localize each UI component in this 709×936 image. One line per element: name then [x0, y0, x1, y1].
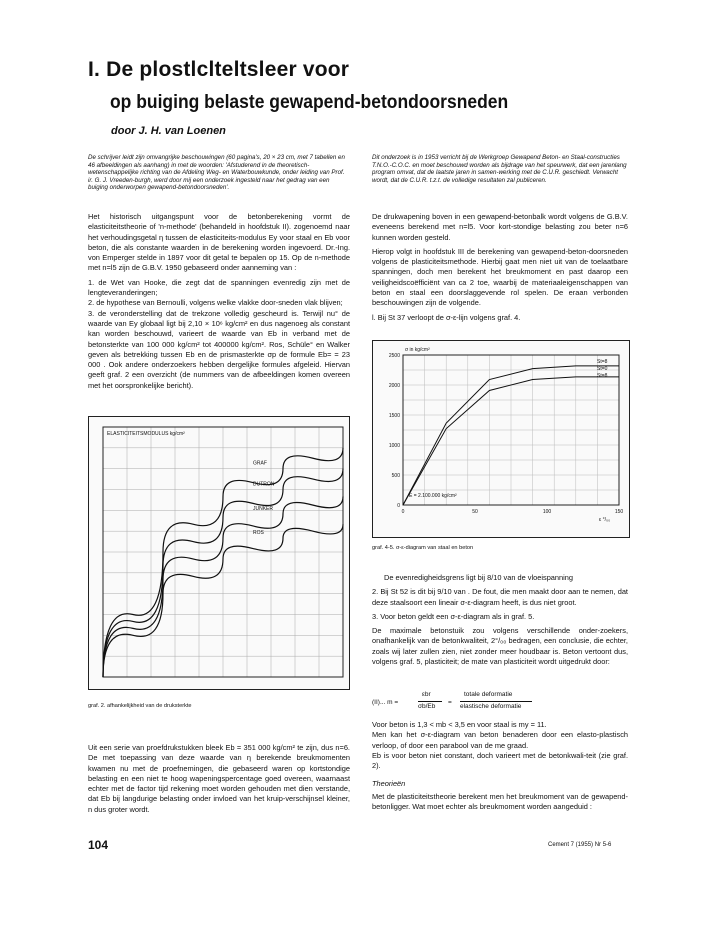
- right-item-3: 3. Voor beton geldt een σ-ε-diagram als in graf. 5.: [372, 611, 535, 621]
- y-tick-label: 1500: [388, 413, 400, 419]
- journal-reference: Cement 7 (1955) Nr 5-6: [548, 842, 612, 848]
- legend-entry: St=0: [597, 366, 608, 372]
- page-number: 104: [88, 838, 109, 852]
- y-tick-label: 2000: [388, 383, 400, 389]
- title-line-1: I. De plostlclteltsleer voor: [88, 58, 350, 81]
- x-tick-label: 150: [614, 509, 624, 515]
- list-item: 1. de Wet van Hooke, die zegt dat de spanningen evenredig zijn met de lengteveranderingen;: [88, 277, 350, 298]
- intro-left: De schrijver leidt zijn omvangrijke beschouwingen (60 pagina's, 20 × 23 cm, met 7 tabellen en 46 afbeeldingen als aanhang) in met de woorden: 'Afstuderend in de theoretisch-wetenschappelijke richting van de Afdeling Weg- en Waterbouwkunde, onder leiding van Prof. ir. G. J. Vreeden-burgh, werd door mij een onderzoek ingesteld naar het gedrag van een buiging onderworpen gewapend-betondoorsneden'.: [88, 154, 345, 192]
- list-item: 3. de veronderstelling dat de trekzone volledig gescheurd is. Terwijl nu° de waarde van Ey globaal ligt bij 2,10 × 10⁶ kg/cm² en dus nagenoeg als constant kan worden beschouwd, varieert de waarde van Eb in verband met de betonsterkte van 100 000 kg/cm² tot 400000 kg/cm². Ros, Schüle° en Walker geven als betrekking tussen Eb en de prismasterkte σp de formule Eb= = 23 000 . Ook andere onderzoekers hebben dergelijke formules afgeleid. Hiervan geeft graf. 2 een overzicht (de nummers van de afbeeldingen komen overeen met het oorspronkelijke bericht).: [88, 308, 350, 390]
- graph-4-5-caption: graf. 4-5. σ-ε-diagram van staal en beton: [372, 545, 474, 551]
- right-paragraph-1: De drukwapening boven in een gewapend-betonbalk wordt volgens de G.B.V. eveneens berekend met n=l5. Voor kort-stondige belasting zou beter n=6 kunnen worden gesteld.: [372, 212, 628, 242]
- legend-entry: St=8: [597, 359, 608, 365]
- list-item: 2. de hypothese van Bernoulli, volgens welke vlakke door-sneden vlak blijven;: [88, 298, 343, 308]
- formula-equals: =: [448, 699, 452, 706]
- graph-4-5-svg: [373, 341, 629, 537]
- title-line-2: op buiging belaste gewapend-betondoorsneden: [110, 92, 509, 113]
- right-item-2: 2. Bij St 52 is dit bij 9/10 van . De fout, die men maakt door aan te nemen, dat deze staalsoort een lineair σ-ε-diagram heeft, is dus niet groot.: [372, 587, 628, 607]
- author: door J. H. van Loenen: [111, 125, 226, 137]
- formula-rhs-top: totale deformatie: [464, 691, 513, 698]
- x-tick-label: 100: [542, 509, 552, 515]
- right-column: [372, 212, 628, 327]
- series-label: GRAF: [253, 460, 267, 467]
- formula-frac-bottom: σb/Eb: [418, 703, 436, 710]
- series-label: JUNKER: [253, 505, 274, 512]
- y-tick-label: 500: [391, 473, 400, 479]
- right-paragraph-6c: Eb is voor beton niet constant, doch varieert met de betonkwali-teit (zie graf. 2).: [372, 750, 628, 771]
- formula: [372, 691, 622, 717]
- legend-entry: St=8: [597, 373, 608, 379]
- right-lower-text: [372, 573, 628, 671]
- right-paragraph-2: Hierop volgt in hoofdstuk III de berekening van gewapend-beton-doorsneden volgens de plasticiteitsmethode. Hierbij gaat men niet uit van de toelaatbare spanningen, doch men berekent het breukmoment en past daarop een veiligheidscoëfficiënt van ca 2 toe, waarbij de materiaaleigenschappen van beton en staal een doorslaggevende rol spelen. De eraan verbonden beschouwingen zijn de volgende.: [372, 246, 628, 308]
- y-axis-label: σ in kg/cm²: [405, 347, 430, 353]
- formula-frac-top: εbr: [422, 691, 431, 698]
- x-axis-label: ε °/₀₀: [599, 517, 611, 523]
- series-label: ROS: [253, 530, 264, 537]
- right-paragraph-5: De maximale betonstuik zou volgens verschillende onder-zoekers, onafhankelijk van de betonkwaliteit, 2°/₀₀ bedragen, een conclusie, die echter, zoals wij later zullen zien, niet zonder meer houdbaar is. Beton vertoont dus, volgens graf. 5, plasticiteit; de mate van plasticiteit wordt uitgedrukt door:: [372, 626, 628, 667]
- y-tick-label: 0: [397, 503, 400, 509]
- y-tick-label: 1000: [388, 443, 400, 449]
- graph-2-svg: [89, 417, 349, 689]
- left-column: [88, 212, 350, 391]
- graph-2-caption: graf. 2. afhankelijkheid van de druksterkte: [88, 703, 192, 709]
- series-label: DUTRON: [253, 481, 275, 488]
- y-tick-label: 2500: [388, 353, 400, 359]
- graph-4-5: [372, 340, 630, 538]
- x-tick-label: 50: [472, 509, 478, 515]
- right-paragraph-7: Met de plasticiteitstheorie berekent men het breukmoment van de gewapend-betonligger. Wat moet echter als breukmoment worden aangeduid :: [372, 791, 628, 812]
- section-heading: Theorieën: [372, 779, 406, 789]
- graph-2: [88, 416, 350, 690]
- formula-rhs-bottom: elastische deformatie: [460, 703, 522, 710]
- left-paragraph-1: Het historisch uitgangspunt voor de betonberekening vormt de elasticiteitstheorie of 'n-methode' (behandeld in hoofdstuk II). zogenoemd naar het verhoudingsgetal η tussen de elasticiteits-modulus Ey voor staal en Eb voor beton, die als constante waarden in de berekening worden ingevoerd. Dr.-Ing. von Emperger stelde in 1897 voor dit getal te bepalen op 15. Op de n-methode met n=l5 zijn de G.B.V. 1950 gebaseerd onder aanneming van :: [88, 212, 350, 273]
- right-paragraph-6a: Voor beton is 1,3 < mb < 3,5 en voor staal is my = 11.: [372, 720, 547, 729]
- right-bottom-text: [372, 720, 628, 812]
- x-tick-label: 0: [401, 509, 405, 515]
- annotation: E = 2.100.000 kg/cm²: [409, 493, 457, 499]
- intro-right: Dit onderzoek is in 1953 verricht bij de Werkgroep Gewapend Beton- en Staal-constructies T.N.O.-C.O.C. en moet beschouwd worden als bijdrage van het speurwerk, dat een jarenlang program omvat, dat de laatste jaren in samen-werking met de C.U.R. geschiedt. Verwacht wordt, dat de C.U.R. t.z.t. de volledige resultaten zal publiceren.: [372, 154, 627, 184]
- left-paragraph-2: Uit een serie van proefdrukstukken bleek Eb = 351 000 kg/cm² te zijn, dus n=6. De met toepassing van deze waarde van η berekende breukmomenten kwamen nu met de proefnemingen, die gebaseerd waren op kortstondige belasting en een niet te hoog wapeningspercentage goed overeen, waarnaast echter met de factor tijd rekening moet worden gehouden met dien verstande, dat Eb bij langdurige belasting onder invloed van het kruip-verschijnsel kleiner, n dus groter wordt.: [88, 743, 350, 814]
- right-paragraph-6b: Men kan het σ-ε-diagram van beton benaderen door een elasto-plastisch verloop, of door een parabool van de me graad.: [372, 730, 628, 750]
- formula-lhs: (II)... m =: [372, 699, 399, 706]
- y-axis-label: ELASTICITEITSMODULUS kg/cm²: [107, 431, 185, 437]
- right-paragraph-3: l. Bij St 37 verloopt de σ-ε-lijn volgens graf. 4.: [372, 312, 521, 322]
- right-paragraph-4: De evenredigheidsgrens ligt bij 8/10 van de vloeispanning: [384, 573, 573, 582]
